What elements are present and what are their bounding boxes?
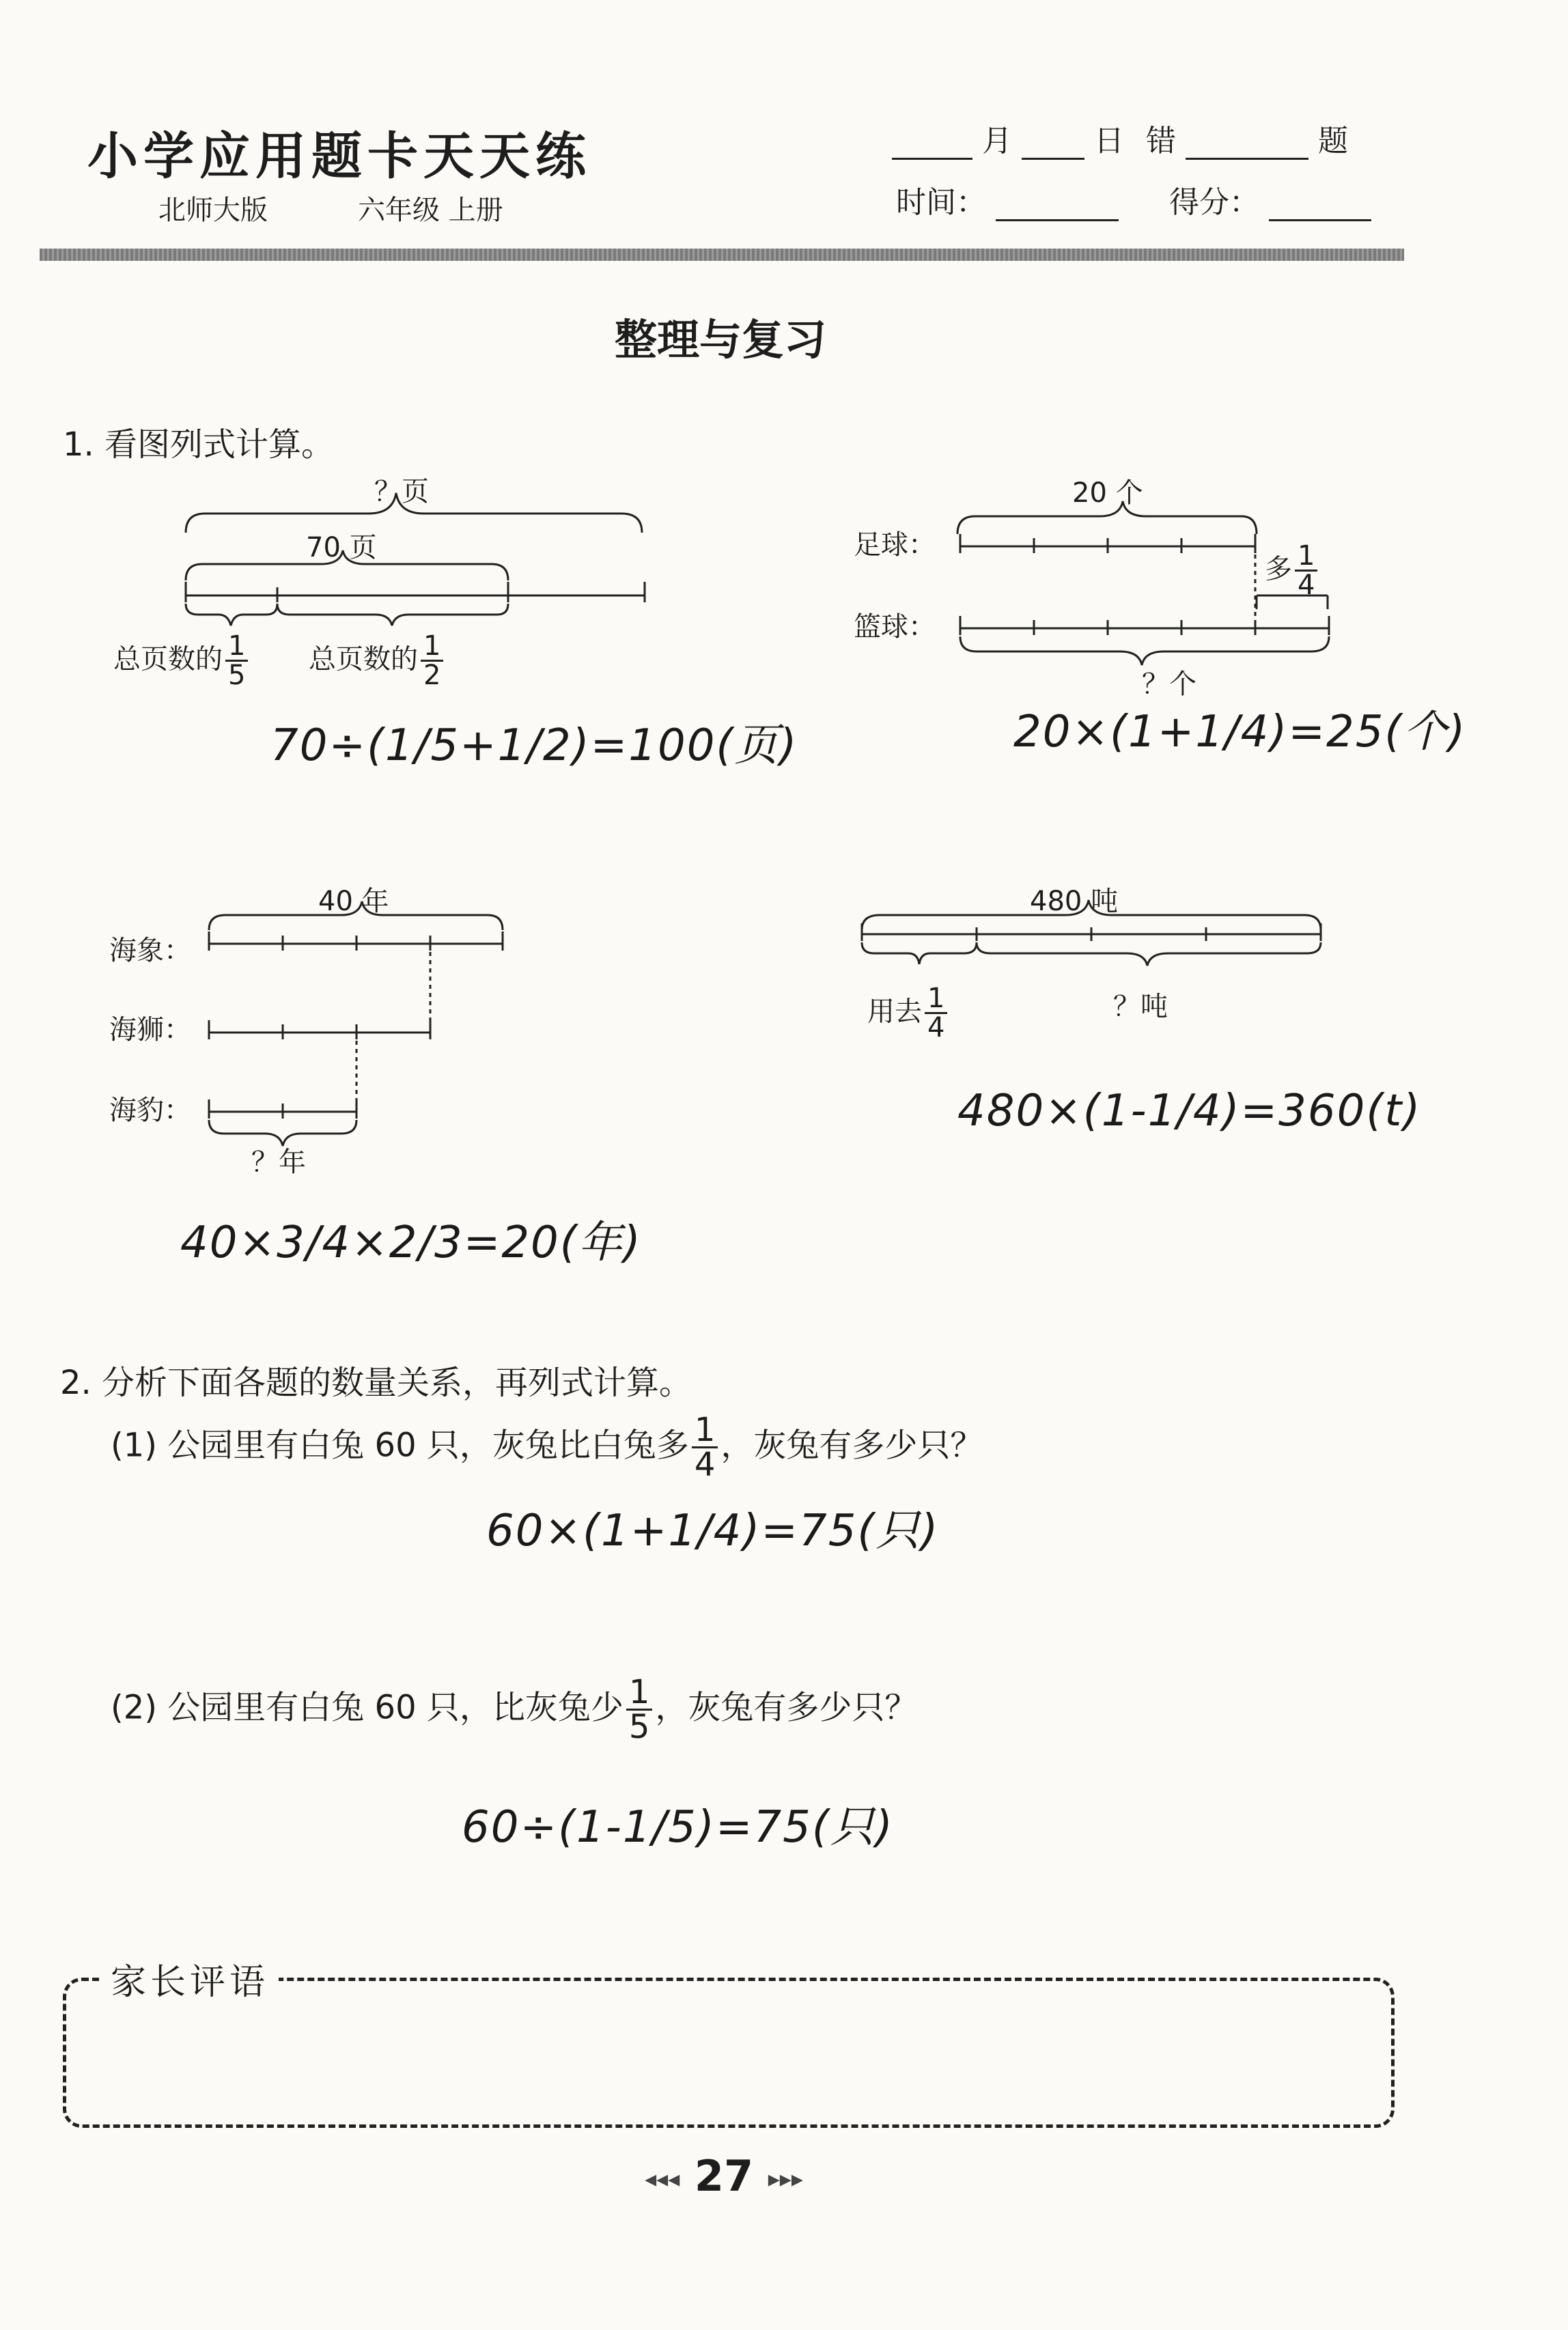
d2-total-label: 20 个 — [1072, 477, 1143, 509]
time-label: 时间： — [896, 185, 986, 220]
d1-right-brace — [277, 604, 508, 626]
grade-label: 六年级 上册 — [358, 195, 503, 226]
q1-prompt: 1. 看图列式计算。 — [63, 425, 335, 464]
book-title: 小学应用题卡天天练 — [87, 127, 591, 186]
q2-part2-text: (2) 公园里有白兔 60 只，比灰兔少 $\frac{1}{5}$ ，灰兔有多少只？ — [111, 1673, 918, 1746]
d1-right-fraction-label: 总页数的 $\frac{1}{2}$ — [309, 632, 446, 689]
d2-answer: 20×(1+1/4)=25(个) — [1013, 707, 1467, 757]
q2-part1-answer: 60×(1+1/4)=75(只) — [486, 1506, 940, 1556]
d2-more-label: 多 $\frac{1}{4}$ — [1265, 542, 1320, 599]
d1-total-label: ？页 — [374, 476, 429, 507]
d4-answer: 480×(1-1/4)=360(t) — [957, 1086, 1422, 1136]
page-number: ◂◂◂ 27 ▸▸▸ — [645, 2151, 803, 2201]
d3-unknown-label: ？年 — [251, 1147, 306, 1178]
d3-row1-label: 海象： — [109, 935, 191, 966]
d4-used-label: 用去 $\frac{1}{4}$ — [867, 985, 950, 1041]
d4-unknown-label: ？吨 — [1113, 991, 1168, 1022]
q2-part2-number: (2) — [111, 1688, 157, 1727]
d4-rest-brace — [977, 942, 1321, 966]
questions-label: 题 — [1318, 124, 1348, 158]
q2-part2-answer: 60÷(1-1/5)=75(只) — [462, 1802, 894, 1853]
d1-part-label: 70 页 — [306, 532, 377, 563]
d1-left-fraction-label: 总页数的 $\frac{1}{5}$ — [113, 632, 251, 689]
q2-part1-text: (1) 公园里有白兔 60 只，灰兔比白兔多 $\frac{1}{4}$ ，灰兔有多少只？ — [111, 1411, 983, 1484]
parent-comment-label: 家长评语 — [101, 1953, 279, 2004]
d2-unknown-label: ？个 — [1142, 669, 1196, 700]
d1-left-brace — [186, 604, 277, 626]
edition-label: 北师大版 — [158, 195, 268, 226]
d3-total-label: 40 年 — [318, 886, 389, 917]
d4-used-brace — [862, 942, 977, 964]
d2-bottom-brace — [960, 636, 1329, 665]
section-title: 整理与复习 — [614, 315, 826, 365]
d2-row1-label: 足球： — [854, 529, 936, 561]
wrong-label: 错 — [1146, 124, 1176, 158]
q2-part1-number: (1) — [111, 1426, 157, 1465]
right-arrows-icon: ▸▸▸ — [768, 2165, 803, 2193]
d2-row2-label: 篮球： — [854, 611, 936, 643]
d3-answer: 40×3/4×2/3=20(年) — [180, 1218, 642, 1268]
d4-total-label: 480 吨 — [1030, 886, 1119, 917]
d3-row2-label: 海狮： — [109, 1014, 191, 1045]
d3-row3-label: 海豹： — [109, 1095, 191, 1126]
left-arrows-icon: ◂◂◂ — [645, 2165, 680, 2193]
day-label: 日 — [1094, 124, 1124, 158]
q2-prompt: 2. 分析下面各题的数量关系，再列式计算。 — [60, 1364, 692, 1402]
d1-answer: 70÷(1/5+1/2)=100(页) — [270, 720, 798, 771]
month-label: 月 — [982, 124, 1012, 158]
score-label: 得分： — [1169, 185, 1259, 220]
